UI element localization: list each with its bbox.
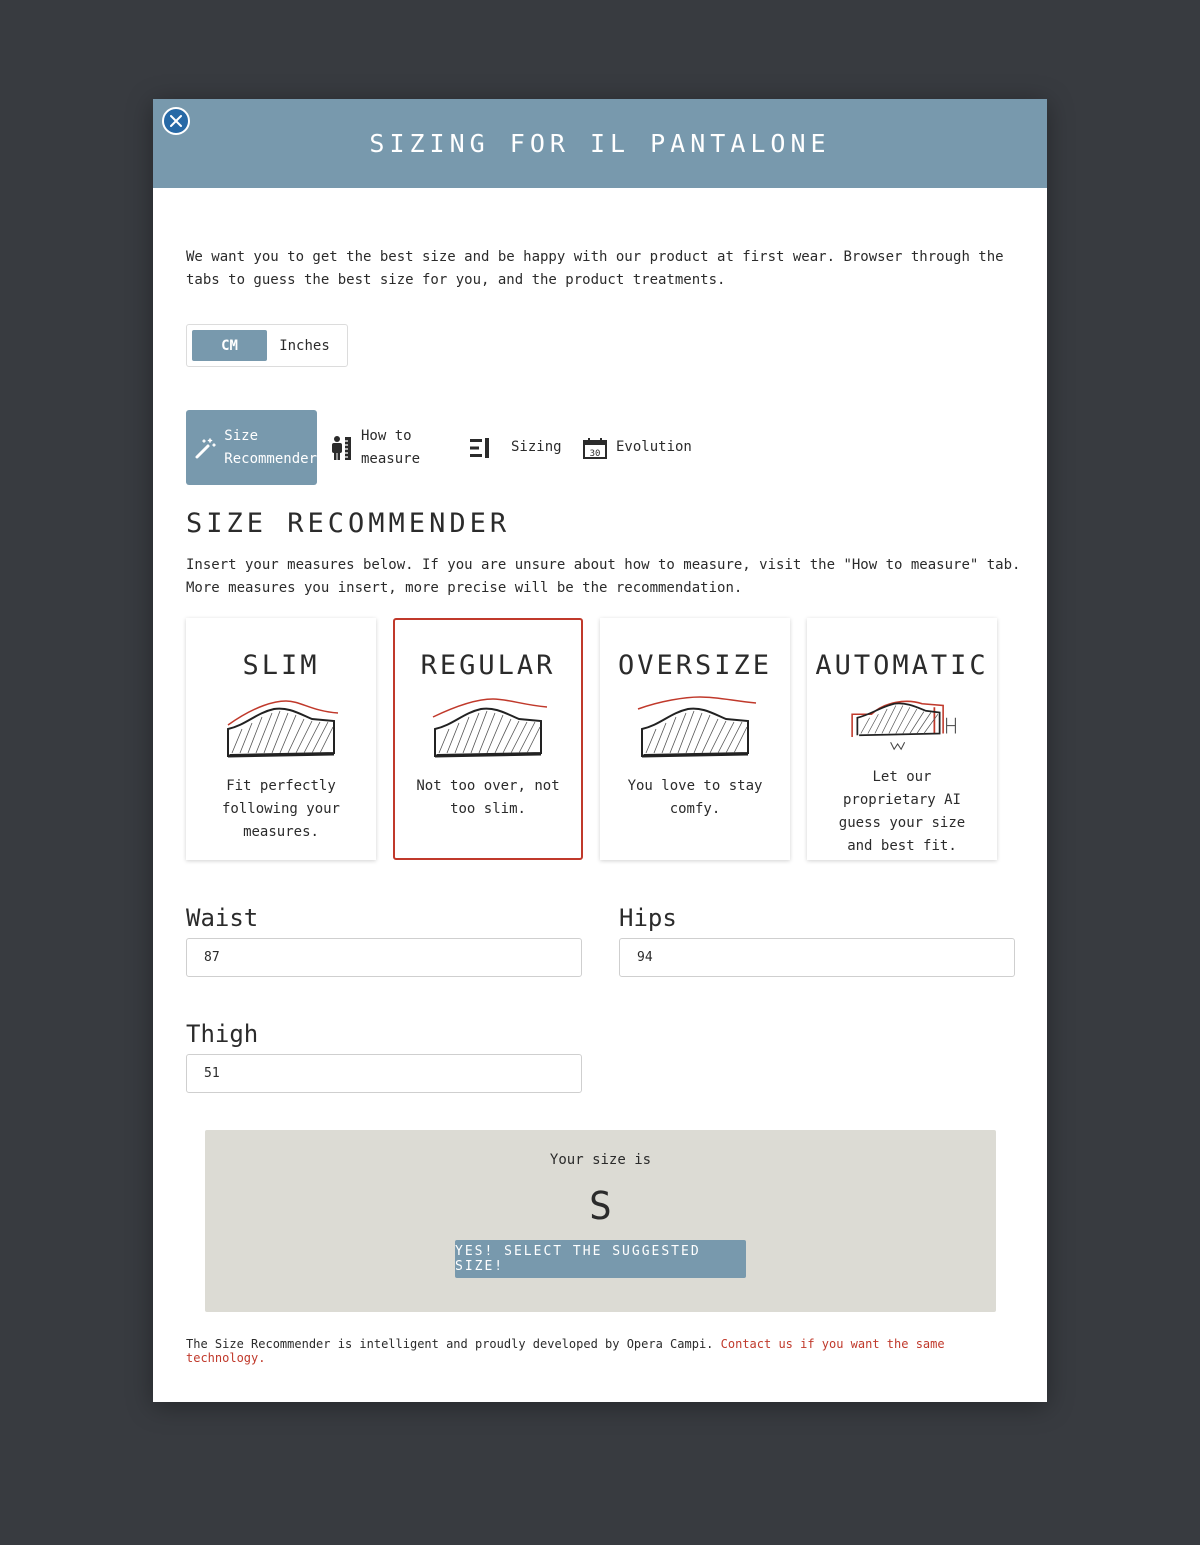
tab-label: Evolution <box>616 439 692 455</box>
fit-name: SLIM <box>242 650 320 681</box>
sizing-modal <box>153 99 1047 1402</box>
modal-title: SIZING FOR IL PANTALONE <box>369 129 831 158</box>
fit-card-regular[interactable] <box>393 618 583 860</box>
slim-fit-sketch <box>216 695 346 767</box>
fit-description: Fit perfectly following your measures. <box>221 778 340 840</box>
section-title: SIZE RECOMMENDER <box>186 508 511 539</box>
fit-description: Not too over, not too slim. <box>416 778 560 817</box>
oversize-fit-sketch <box>630 695 760 767</box>
fit-name: AUTOMATIC <box>815 650 989 681</box>
fit-description: Let our proprietary AI guess your size and best fit. <box>838 769 966 854</box>
select-suggested-size-button[interactable]: YES! SELECT THE SUGGESTED SIZE! <box>455 1240 746 1278</box>
result-label: Your size is <box>549 1152 652 1168</box>
contact-link[interactable]: Contact us if you want the same technology. <box>186 1337 945 1365</box>
fit-name: OVERSIZE <box>617 650 773 681</box>
fit-card-slim[interactable] <box>186 618 376 860</box>
list-icon <box>465 437 495 459</box>
waist-label: Waist <box>186 904 259 932</box>
tab-label-line1: Size <box>224 427 258 444</box>
tab-label-line2: measure <box>361 450 421 467</box>
section-description: Insert your measures below. If you are unsure about how to measure, visit the "How to measure" tab. More measures you insert, more precise will be the recommendation. <box>186 557 1021 596</box>
unit-cm-button[interactable]: CM <box>192 330 267 361</box>
close-icon <box>170 115 182 127</box>
fit-card-oversize[interactable] <box>600 618 790 860</box>
footer-note <box>186 1337 1014 1365</box>
tab-label: Sizing <box>511 439 562 455</box>
hips-label: Hips <box>619 904 677 932</box>
recommended-size: S <box>589 1184 612 1228</box>
tab-bar <box>186 410 692 485</box>
fit-name: REGULAR <box>420 650 556 681</box>
tab-evolution[interactable] <box>580 410 692 485</box>
fit-card-automatic[interactable] <box>807 618 997 860</box>
modal-header <box>153 99 1047 188</box>
close-button[interactable] <box>162 107 190 135</box>
tab-sizing[interactable] <box>449 410 580 485</box>
person-ruler-icon <box>327 435 357 461</box>
unit-inches-button[interactable]: Inches <box>279 337 330 354</box>
hips-input[interactable] <box>619 938 1015 977</box>
size-result-panel <box>205 1130 996 1312</box>
tab-label-line1: How to <box>361 427 412 444</box>
unit-toggle <box>186 324 348 367</box>
fit-options <box>186 618 997 860</box>
tab-label-line2: Recommender <box>224 450 317 467</box>
magic-wand-icon <box>192 436 220 460</box>
calendar-icon <box>580 437 610 459</box>
waist-input[interactable] <box>186 938 582 977</box>
regular-fit-sketch <box>423 695 553 767</box>
intro-text: We want you to get the best size and be happy with our product at first wear. Browser through the tabs to guess the best size for you, and the product treatments. <box>186 249 1004 288</box>
automatic-fit-sketch <box>837 695 967 758</box>
tab-how-to-measure[interactable] <box>317 410 449 485</box>
footer-text: The Size Recommender is intelligent and proudly developed by Opera Campi. <box>186 1337 714 1351</box>
thigh-input[interactable] <box>186 1054 582 1093</box>
thigh-label: Thigh <box>186 1020 259 1048</box>
tab-size-recommender[interactable] <box>186 410 317 485</box>
fit-description: You love to stay comfy. <box>627 778 763 817</box>
svg-text:30: 30 <box>589 448 601 459</box>
